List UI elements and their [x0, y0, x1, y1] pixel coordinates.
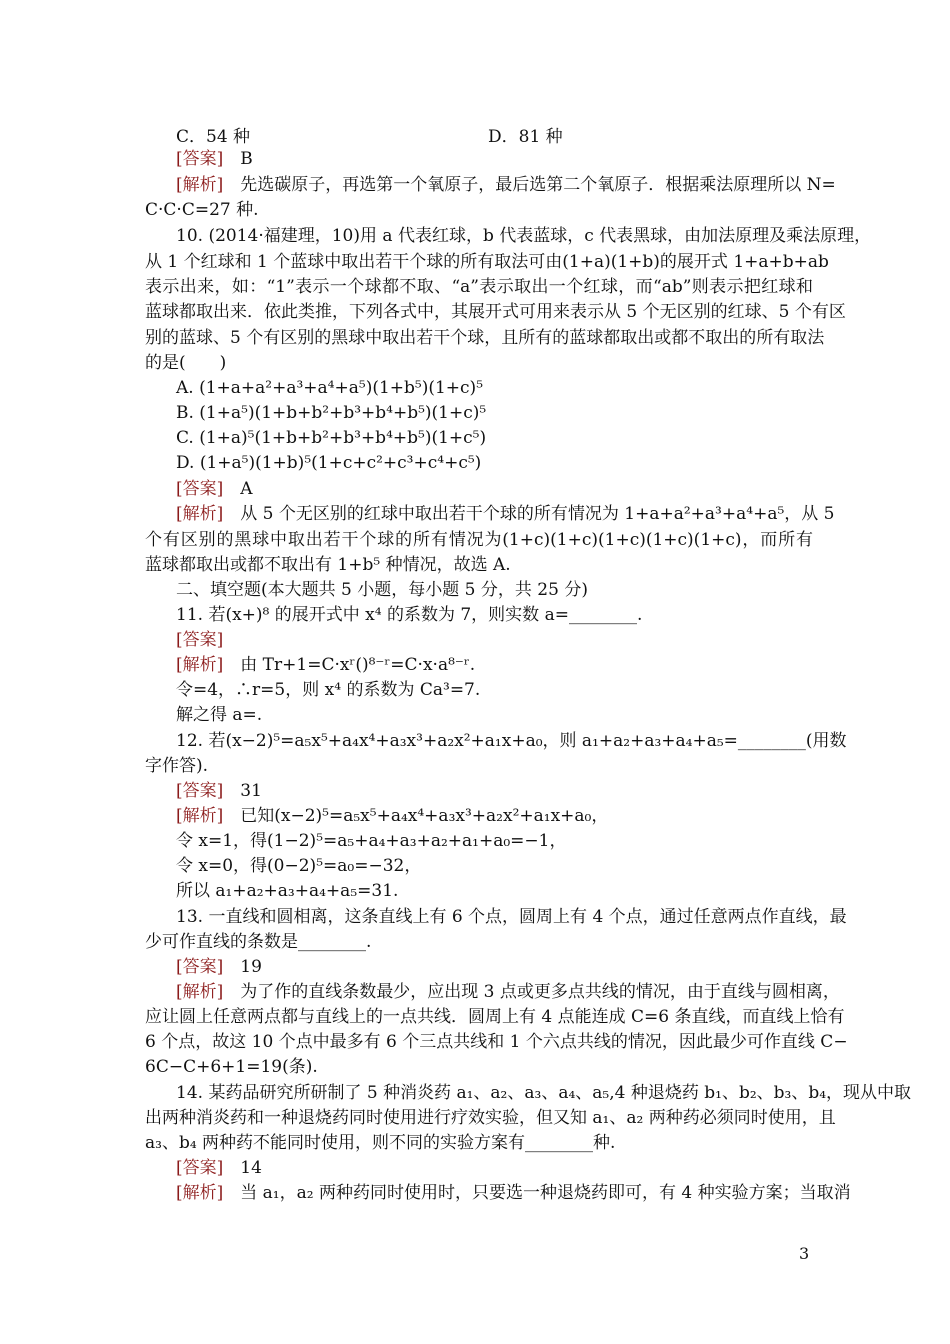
- text-line: 蓝球都取出或都不取出有 1+b⁵ 种情况，故选 A.: [145, 555, 511, 575]
- text-line: 解之得 a=.: [176, 705, 263, 725]
- choice-d: D. (1+a⁵)(1+b)⁵(1+c+c²+c³+c⁴+c⁵): [176, 453, 482, 473]
- answer-line: [答案] A: [176, 479, 253, 499]
- text-line: 表示出来，如：“1”表示一个球都不取、“a”表示取出一个红球，而“ab”则表示把红球和: [145, 277, 813, 297]
- text-line: 别的蓝球、5 个有区别的黑球中取出若干个球，且所有的蓝球都取出或都不取出的所有取法: [145, 328, 825, 348]
- text-line: C·C·C=27 种.: [145, 200, 259, 220]
- explanation-line: [解析] 由 Tr+1=C·xʳ()⁸⁻ʳ=C·x·a⁸⁻ʳ.: [176, 655, 476, 675]
- text-line: 蓝球都取出来．依此类推，下列各式中，其展开式可用来表示从 5 个无区别的红球、5 个有区: [145, 302, 846, 322]
- text-line: 少可作直线的条数是________.: [145, 932, 372, 952]
- text-line: 出两种消炎药和一种退烧药同时使用进行疗效实验，但又知 a₁、a₂ 两种药必须同时使用，且: [145, 1108, 836, 1128]
- explanation-line: [解析] 为了作的直线条数最少，应出现 3 点或更多点共线的情况，由于直线与圆相离，: [176, 982, 840, 1002]
- question-12-line: 12. 若(x−2)⁵=a₅x⁵+a₄x⁴+a₃x³+a₂x²+a₁x+a₀，则 a₁+a₂+a₃+a₄+a₅=________(用数: [176, 731, 847, 751]
- text-line: 字作答).: [145, 756, 209, 776]
- text-line: 应让圆上任意两点都与直线上的一点共线．圆周上有 4 点能连成 C=6 条直线，而直线上恰有: [145, 1007, 845, 1027]
- answer-line: [答案] 14: [176, 1158, 262, 1178]
- choice-a: A. (1+a+a²+a³+a⁴+a⁵)(1+b⁵)(1+c)⁵: [176, 378, 484, 398]
- question-10-line: 10. (2014·福建理，10)用 a 代表红球，b 代表蓝球，c 代表黑球，由加法原理及乘法原理，: [176, 226, 872, 246]
- question-14-line: 14. 某药品研究所研制了 5 种消炎药 a₁、a₂、a₃、a₄、a₅,4 种退烧药 b₁、b₂、b₃、b₄，现从中取: [176, 1083, 912, 1103]
- option-c: C．54 种: [176, 127, 251, 147]
- explanation-line: [解析] 先选碳原子，再选第一个氧原子，最后选第二个氧原子．根据乘法原理所以 N=: [176, 175, 836, 195]
- section-heading: 二、填空题(本大题共 5 小题，每小题 5 分，共 25 分): [176, 580, 588, 600]
- question-11-line: 11. 若(x+)⁸ 的展开式中 x⁴ 的系数为 7，则实数 a=________.: [176, 605, 643, 625]
- text-line: 个有区别的黑球中取出若干个球的所有情况为(1+c)(1+c)(1+c)(1+c)(1+c)，而所有: [145, 530, 813, 550]
- page-number: 3: [799, 1244, 810, 1263]
- answer-line: [答案] B: [176, 149, 253, 169]
- option-d: D．81 种: [488, 127, 563, 147]
- text-line: 令=4，∴r=5，则 x⁴ 的系数为 Ca³=7.: [176, 680, 481, 700]
- text-line: 6 个点，故这 10 个点中最多有 6 个三点共线和 1 个六点共线的情况，因此最少可作直线 C−: [145, 1032, 848, 1052]
- text-line: 令 x=1，得(1−2)⁵=a₅+a₄+a₃+a₂+a₁+a₀=−1，: [176, 831, 567, 851]
- choice-c: C. (1+a)⁵(1+b+b²+b³+b⁴+b⁵)(1+c⁵): [176, 428, 487, 448]
- choice-b: B. (1+a⁵)(1+b+b²+b³+b⁴+b⁵)(1+c)⁵: [176, 403, 487, 423]
- text-line: 从 1 个红球和 1 个蓝球中取出若干个球的所有取法可由(1+a)(1+b)的展开式 1+a+b+ab: [145, 252, 829, 272]
- text-line: 令 x=0，得(0−2)⁵=a₀=−32，: [176, 856, 422, 876]
- answer-line: [答案]: [176, 630, 224, 650]
- text-line: 6C−C+6+1=19(条).: [145, 1057, 318, 1077]
- answer-line: [答案] 31: [176, 781, 262, 801]
- text-line: a₃、b₄ 两种药不能同时使用，则不同的实验方案有________种.: [145, 1133, 616, 1153]
- explanation-line: [解析] 从 5 个无区别的红球中取出若干个球的所有情况为 1+a+a²+a³+a⁴+a⁵，从 5: [176, 504, 835, 524]
- answer-line: [答案] 19: [176, 957, 262, 977]
- text-line: 所以 a₁+a₂+a₃+a₄+a₅=31.: [176, 881, 399, 901]
- question-13-line: 13. 一直线和圆相离，这条直线上有 6 个点，圆周上有 4 个点，通过任意两点作直线，最: [176, 907, 847, 927]
- answer-tag: [答案]: [176, 149, 224, 169]
- text-line: 的是( ): [145, 353, 227, 373]
- explanation-line: [解析] 当 a₁，a₂ 两种药同时使用时，只要选一种退烧药即可，有 4 种实验方案；当取消: [176, 1183, 851, 1203]
- explanation-line: [解析] 已知(x−2)⁵=a₅x⁵+a₄x⁴+a₃x³+a₂x²+a₁x+a₀，: [176, 806, 609, 826]
